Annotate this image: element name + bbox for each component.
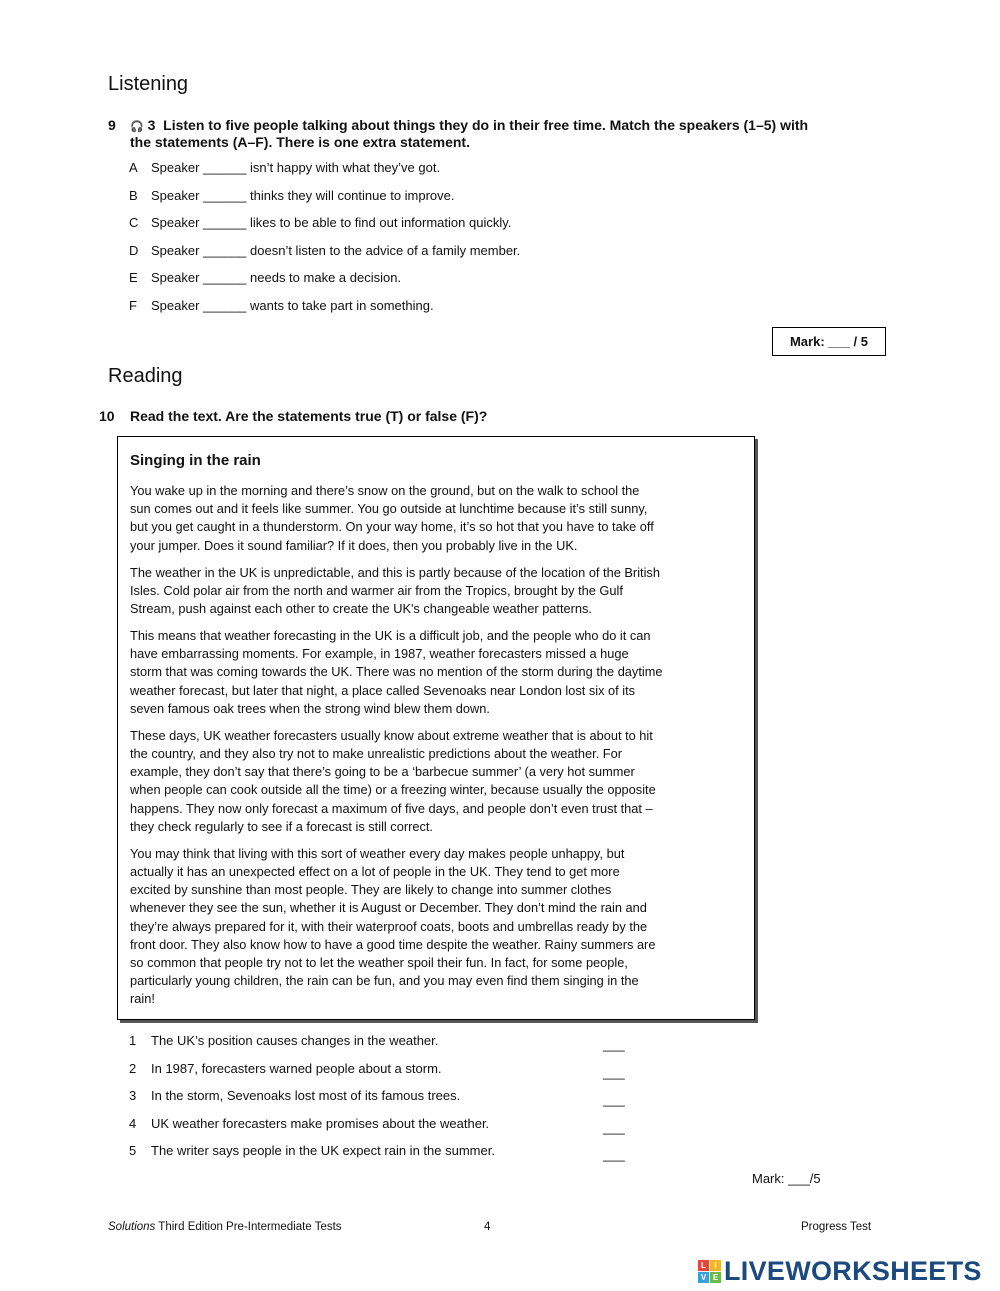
paragraph-line: front door. They also know how to have a good time despite the weather. Rainy summers are [130,936,656,952]
footer-page-number: 4 [484,1221,491,1233]
item-letter: F [129,297,137,313]
footer-book-title [108,1221,342,1233]
statement-text: UK weather forecasters make promises about the weather. [151,1115,490,1131]
statement-number: 1 [129,1033,137,1048]
reading-text-box [117,436,755,1020]
statement-text: The UK’s position causes changes in the weather. [151,1033,439,1048]
paragraph-line: Isles. Cold polar air from the north and warmer air from the Tropics, brought by the Gulf [130,582,623,598]
paragraph-line: have embarrassing moments. For example, in 1987, weather forecasters missed a huge [130,646,629,662]
headphones-icon: 🎧 [130,121,144,133]
statement-text: The writer says people in the UK expect rain in the summer. [151,1143,495,1159]
paragraph-line: actually it has an unexpected effect on a lot of people in the UK. They tend to get more [130,864,620,879]
logo-tile: I [710,1260,721,1271]
paragraph-line: when people can cook outside all the time) or a freezing winter, because usually the opposite [130,782,656,798]
footer-progress-test: Progress Test [801,1221,872,1233]
answer-blank[interactable]: ___ [603,1119,625,1135]
reading-mark[interactable]: Mark: ___/5 [752,1171,821,1186]
paragraph-line: These days, UK weather forecasters usually know about extreme weather that is about to hit [130,727,653,743]
book-name: Solutions [108,1221,156,1233]
text-paragraph [130,482,654,555]
statement-row [129,1033,438,1048]
statement-row [129,1116,489,1131]
track-number: 3 [147,117,156,133]
statement-text: In the storm, Sevenoaks lost most of its famous trees. [151,1088,461,1104]
paragraph-line: excited by sunshine than most people. They are likely to change into summer clothes [130,882,612,898]
paragraph-line: the country, and they also try not to make unrealistic predictions about the weather. For [130,746,622,761]
paragraph-line: but you get caught in a thunderstorm. On your way home, it’s so hot that you have to take off [130,519,654,535]
paragraph-line: seven famous oak trees when the strong wind blew them down. [130,700,490,716]
item-text[interactable]: Speaker ______ doesn’t listen to the advice of a family member. [151,242,521,258]
paragraph-line: You may think that living with this sort of weather every day makes people unhappy, but [130,845,625,861]
listening-item [129,188,455,203]
item-text[interactable]: Speaker ______ likes to be able to find out information quickly. [151,215,512,230]
paragraph-line: The weather in the UK is unpredictable, and this is partly because of the location of the British [130,564,660,580]
statement-row [129,1143,495,1158]
item-text[interactable]: Speaker ______ wants to take part in something. [151,297,434,313]
live-tiles-icon [698,1260,721,1283]
logo-tile: L [698,1260,709,1271]
statement-number: 2 [129,1060,137,1076]
listening-item [129,270,401,285]
listening-item [129,243,520,258]
paragraph-line: whenever they see the sun, whether it is August or December. They don’t mind the rain and [130,900,647,916]
paragraph-line: sun comes out and it feels like summer. You go outside at lunchtime because it’s still sunny, [130,501,648,517]
logo-wordmark: LIVEWORKSHEETS [724,1256,982,1286]
logo-tile: V [698,1272,709,1283]
paragraph-line: they check regularly to see if a forecast is still correct. [130,818,433,834]
question-number: 10 [99,408,115,424]
paragraph-line: they’re always prepared for it, with their waterproof coats, boots and umbrellas ready by the [130,918,648,934]
listening-item [129,160,440,175]
statement-row [129,1061,442,1076]
answer-blank[interactable]: ___ [603,1064,625,1080]
item-letter: B [129,187,138,203]
statement-row [129,1088,460,1103]
listening-mark-box[interactable]: Mark: ___ / 5 [772,327,886,356]
paragraph-line: example, they don’t say that there’s going to be a ‘barbecue summer’ (a very hot summer [130,764,635,780]
paragraph-line: storm that was coming towards the UK. There was no mention of the storm during the daytime [130,664,663,680]
paragraph-line: happens. They now only forecast a maximum of five days, and people don’t even trust that – [130,800,653,816]
statement-number: 4 [129,1115,137,1131]
item-text[interactable]: Speaker ______ needs to make a decision. [151,270,402,285]
text-title: Singing in the rain [130,452,261,469]
item-letter: E [129,270,138,285]
text-paragraph [130,727,656,836]
answer-blank[interactable]: ___ [603,1092,625,1108]
question-10-instruction: Read the text. Are the statements true (T) or false (F)? [130,408,488,424]
paragraph-line: This means that weather forecasting in the UK is a difficult job, and the people who do it can [130,628,651,643]
item-letter: A [129,160,138,175]
book-edition: Third Edition Pre-Intermediate Tests [155,1221,342,1233]
paragraph-line: so common that people try not to let the weather spoil their fun. In fact, for some people, [130,955,628,971]
text-paragraph [130,564,660,619]
paragraph-line: weather forecast, but later that night, a place called Sevenoaks near London lost six of its [130,682,636,698]
question-number: 9 [108,117,116,133]
item-letter: D [129,242,139,258]
listening-item [129,298,434,313]
paragraph-line: Stream, push against each other to create the UK's changeable weather patterns. [130,601,592,616]
answer-blank[interactable]: ___ [603,1037,625,1052]
paragraph-line: your jumper. Does it sound familiar? If it does, then you probably live in the UK. [130,537,578,553]
item-text[interactable]: Speaker ______ isn’t happy with what they’ve got. [151,160,441,175]
text-paragraph [130,627,663,718]
instruction-line-1: Listen to five people talking about things they do in their free time. Match the speakers (1–5) with [163,117,809,133]
listening-item [129,215,511,230]
paragraph-line: You wake up in the morning and there’s snow on the ground, but on the walk to school the [130,483,640,498]
paragraph-line: particularly young children, the rain can be fun, and you may even find them singing in the [130,973,639,989]
liveworksheets-logo [698,1256,982,1287]
instruction-line-2: the statements (A–F). There is one extra statement. [130,134,470,150]
item-letter: C [129,215,139,230]
text-paragraph [130,845,655,1009]
statement-text: In 1987, forecasters warned people about a storm. [151,1060,442,1076]
item-text[interactable]: Speaker ______ thinks they will continue to improve. [151,187,455,203]
section-title-listening: Listening [108,73,189,95]
logo-tile: E [710,1272,721,1283]
answer-blank[interactable]: ___ [603,1147,625,1163]
statement-number: 5 [129,1143,137,1159]
section-title-reading: Reading [108,365,183,387]
paragraph-line: rain! [130,991,155,1007]
statement-number: 3 [129,1088,137,1104]
